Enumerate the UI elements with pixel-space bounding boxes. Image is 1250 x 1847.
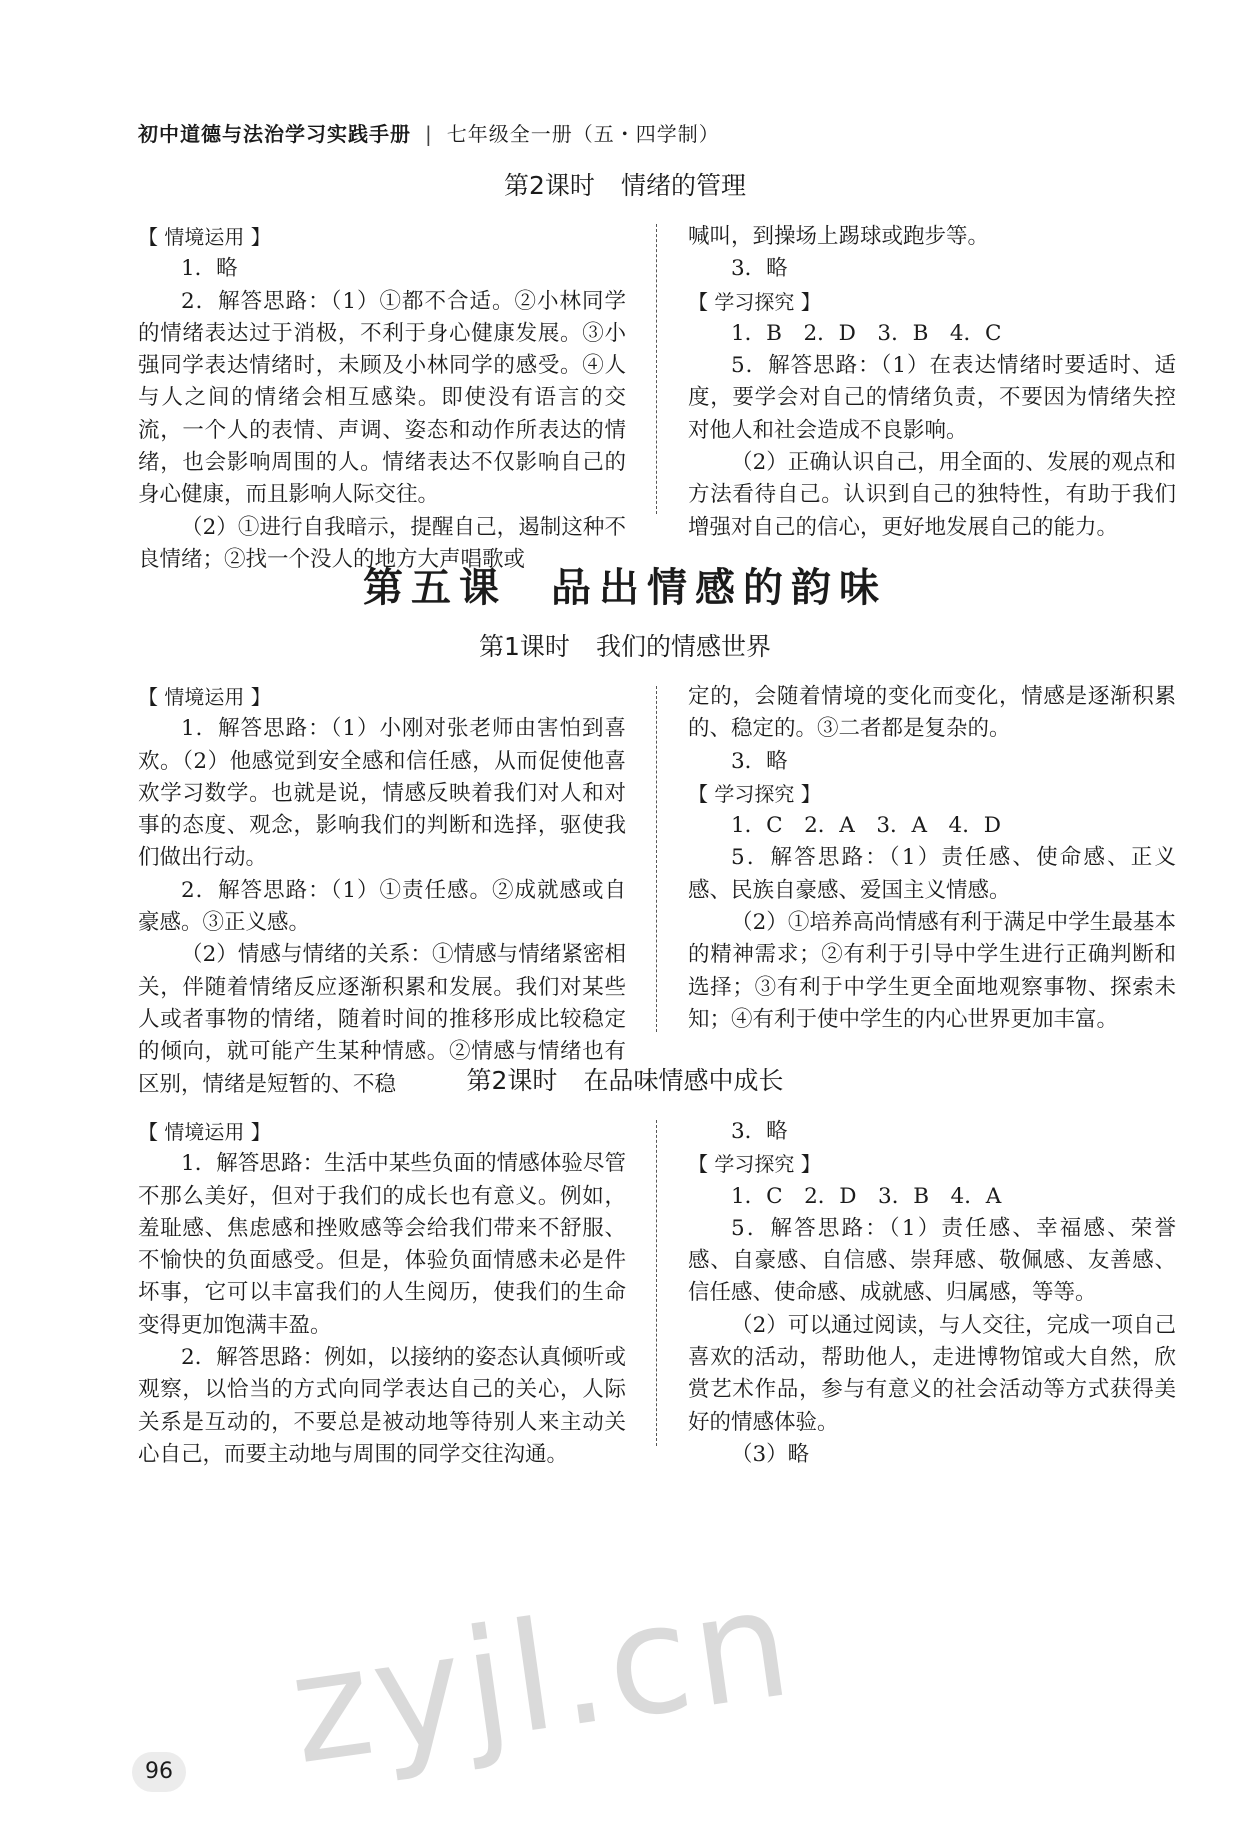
running-header (138, 118, 720, 147)
header-separator: | (425, 122, 433, 146)
section-name: 情绪的管理 (620, 171, 746, 200)
heading-tag: 【 学习探究 】 (688, 289, 821, 314)
lesson-title (0, 556, 1250, 613)
section-a-left-column (138, 221, 626, 576)
choice-answers: 1．C 2．D 3．B 4．A (731, 1183, 1002, 1209)
answer-item: （2）①进行自我暗示，提醒自己，遏制这种不良情绪；②找一个没人的地方大声唱歌或 (138, 514, 626, 572)
section-title-a (0, 166, 1250, 202)
answer-item: （2）正确认识自己，用全面的、发展的观点和方法看待自己。认识到自己的独特性，有助于我们增强对自己的信心，更好地发展自己的能力。 (688, 450, 1176, 540)
heading-tag: 【 情境运用 】 (138, 225, 271, 249)
section-c-right-column (688, 1116, 1176, 1471)
section-title-b (0, 627, 1250, 663)
answer-item: （2）①培养高尚情感有利于满足中学生最基本的精神需求；②有利于引导中学生进行正确判断和选择；③有利于中学生更全面地观察事物、探索未知；④有利于使中学生的内心世界更加丰富。 (688, 910, 1176, 1032)
answer-item: 3．略 (731, 748, 788, 774)
section-name: 在品味情感中成长 (583, 1066, 784, 1095)
section-b-left-column (138, 681, 626, 1101)
column-divider (656, 686, 657, 1032)
answer-continuation: 定的，会随着情境的变化而变化，情感是逐渐积累的、稳定的。③二者都是复杂的。 (688, 684, 1176, 742)
answer-item: 5．解答思路：（1）责任感、使命感、正义感、民族自豪感、爱国主义情感。 (688, 845, 1176, 903)
answer-item: 1．解答思路：生活中某些负面的情感体验尽管不那么美好，但对于我们的成长也有意义。例如，羞耻感、焦虑感和挫败感等会给我们带来不舒服、不愉快的负面感受。但是，体验负面情感未必是件坏事，它可以丰富我们的人生阅历，使我们的生命变得更加饱满丰盈。 (138, 1151, 626, 1338)
answer-item: 1．解答思路：（1）小刚对张老师由害怕到喜欢。（2）他感觉到安全感和信任感，从而促使他喜欢学习数学。也就是说，情感反映着我们对人和对事的态度、观念，影响我们的判断和选择，驱使我们做出行动。 (138, 716, 626, 871)
lesson-number: 第五课 (363, 564, 507, 611)
site-watermark: zyjl.cn (280, 1555, 804, 1799)
choice-answers: 1．C 2．A 3．A 4．D (731, 813, 1001, 839)
heading-tag: 【 情境运用 】 (138, 1120, 271, 1144)
answer-item: （2）可以通过阅读，与人交往，完成一项自己喜欢的活动，帮助他人，走进博物馆或大自然，欣赏艺术作品，参与有意义的社会活动等方式获得美好的情感体验。 (688, 1312, 1176, 1435)
column-divider (656, 1120, 657, 1446)
volume-label: 七年级全一册（五・四学制） (446, 122, 720, 146)
heading-tag: 【 情境运用 】 (138, 685, 271, 709)
answer-item: 2．解答思路：例如，以接纳的姿态认真倾听或观察，以恰当的方式向同学表达自己的关心，人际关系是互动的，不要总是被动地等待别人来主动关心自己，而要主动地与周围的同学交往沟通。 (138, 1345, 626, 1467)
column-divider (656, 224, 657, 514)
lesson-name: 品出情感的韵味 (551, 564, 887, 611)
section-title-c (0, 1061, 1250, 1097)
book-title: 初中道德与法治学习实践手册 (138, 122, 411, 146)
answer-item: 3．略 (731, 1119, 788, 1144)
answer-item: 1．略 (181, 256, 238, 282)
answer-item: 5．解答思路：（1）在表达情绪时要适时、适度，要学会对自己的情绪负责，不要因为情绪失控对他人和社会造成不良影响。 (688, 353, 1176, 443)
page-number: 96 (132, 1752, 186, 1792)
answer-continuation: 喊叫，到操场上踢球或跑步等。 (688, 224, 990, 249)
answer-item: （3）略 (731, 1441, 810, 1467)
section-b-right-column (688, 681, 1176, 1036)
answer-item: 5．解答思路：（1）责任感、幸福感、荣誉感、自豪感、自信感、崇拜感、敬佩感、友善感、信任感、使命感、成就感、归属感，等等。 (688, 1215, 1176, 1306)
section-number: 第1课时 (479, 632, 570, 661)
answer-item: 2．解答思路：（1）①责任感。②成就感或自豪感。③正义感。 (138, 877, 626, 936)
heading-tag: 【 学习探究 】 (688, 781, 821, 806)
section-number: 第2课时 (466, 1066, 558, 1095)
section-name: 我们的情感世界 (595, 632, 771, 661)
section-number: 第2课时 (504, 171, 595, 200)
section-c-left-column (138, 1116, 626, 1471)
answer-item: 3．略 (731, 256, 788, 282)
heading-tag: 【 学习探究 】 (688, 1152, 821, 1177)
answer-item: （2）情感与情绪的关系：①情感与情绪紧密相关，伴随着情绪反应逐渐积累和发展。我们对某些人或者事物的情绪，随着时间的推移形成比较稳定的倾向，就可能产生某种情感。②情感与情绪也有区别，情绪是短暂的、不稳 (138, 942, 626, 1097)
answer-item: 2．解答思路：（1）①都不合适。②小林同学的情绪表达过于消极，不利于身心健康发展。③小强同学表达情绪时，未顾及小林同学的感受。④人与人之间的情绪会相互感染。即使没有语言的交流，一个人的表情、声调、姿态和动作所表达的情绪，也会影响周围的人。情绪表达不仅影响自己的身心健康，而且影响人际交往。 (138, 288, 626, 508)
section-a-right-column (688, 221, 1176, 544)
choice-answers: 1．B 2．D 3．B 4．C (731, 320, 1002, 346)
